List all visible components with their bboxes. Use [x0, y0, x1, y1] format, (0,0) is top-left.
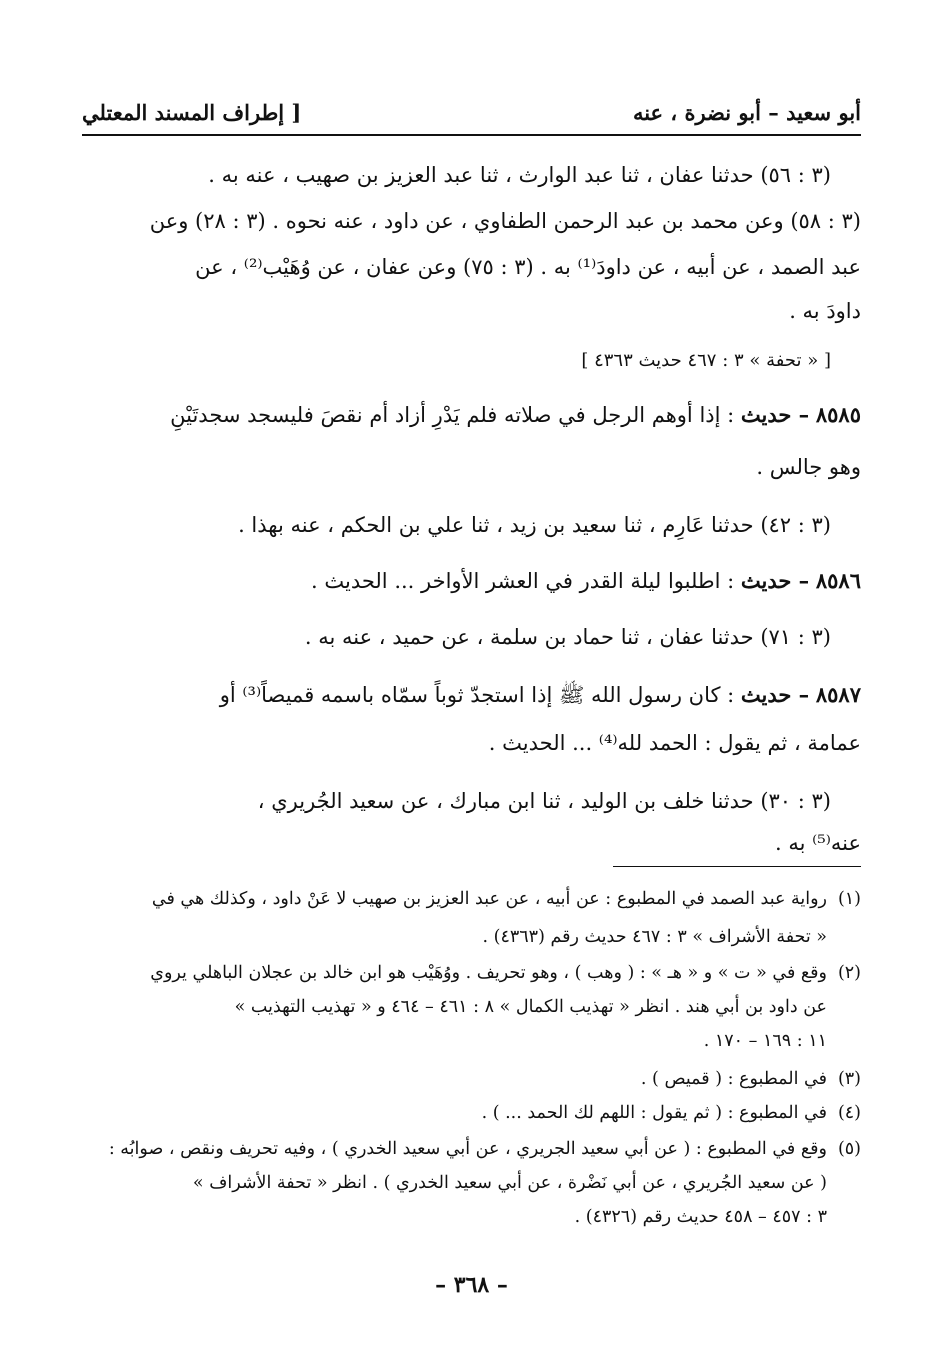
footnote [82, 1066, 861, 1092]
page-number: – ٣٦٨ – [435, 1272, 508, 1298]
hadith-number: ٨٥٨٧ [815, 682, 861, 707]
hadith-label: – حديث [740, 568, 810, 593]
footnote-marker: (٥) [837, 1139, 861, 1159]
isnad-line: (٣ : ٧١) حدثنا عفان ، ثنا حماد بن سلمة ، عن حميد ، عنه به . [304, 625, 831, 649]
hadith-text-continuation: وهو جالس . [756, 455, 861, 479]
footnote-continuation: عن داود بن أبي هند . انظر « تهذيب الكمال » ٨ : ٤٦١ – ٤٦٤ و « تهذيب التهذيب » [234, 997, 827, 1017]
hadith-label: – حديث [740, 682, 810, 707]
footnote-marker: (٢) [837, 963, 861, 983]
footnote-text: في المطبوع : ( قميص ) . [640, 1069, 827, 1089]
isnad-line: (٣ : ٥٨) وعن محمد بن عبد الرحمن الطفاوي ، عن داود ، عنه نحوه . (٣ : ٢٨) وعن [149, 209, 861, 233]
hadith-number: ٨٥٨٥ [815, 402, 861, 427]
footnote-text: في المطبوع : ( ثم يقول : اللهم لك الحمد ... ) . [481, 1103, 827, 1123]
footnote [82, 886, 861, 912]
isnad-line: عنه⁽⁵⁾ به . [774, 831, 861, 855]
footnote-continuation: « تحفة الأشراف » ٣ : ٤٦٧ حديث رقم (٤٣٦٣) . [482, 927, 827, 947]
hadith-heading [82, 566, 861, 596]
isnad-line: داودَ به . [789, 299, 861, 323]
footnote-continuation: ١١ : ١٦٩ – ١٧٠ . [703, 1031, 827, 1051]
footnote-continuation: ( عن سعيد الجُريري ، عن أبي نَضْرة ، عن أبي سعيد الخدري ) . انظر « تحفة الأشراف » [192, 1173, 827, 1193]
hadith-heading [82, 680, 861, 710]
hadith-number: ٨٥٨٦ [815, 568, 861, 593]
footnote-continuation: ٣ : ٤٥٧ – ٤٥٨ حديث رقم (٤٣٢٦) . [574, 1207, 827, 1227]
footnote-text: وقع في المطبوع : ( عن أبي سعيد الجريري ، عن أبي سعيد الخدري ) ، وفيه تحريف ونقص ، صوابُه : [108, 1139, 827, 1159]
isnad-line: (٣ : ٤٢) حدثنا عَارِم ، ثنا سعيد بن زيد ، ثنا علي بن الحكم ، عنه بهذا . [238, 513, 831, 537]
footnote-separator [613, 866, 861, 867]
hadith-text: : كان رسول الله ﷺ إذا استجدّ ثوباً سمّاه باسمه قميصاً⁽³⁾ أو [219, 683, 735, 707]
header-book-title: [ إطراف المسند المعتلي [82, 100, 302, 125]
hadith-text-continuation: عمامة ، ثم يقول : الحمد لله⁽⁴⁾ ... الحديث . [488, 731, 861, 755]
isnad-line: عبد الصمد ، عن أبيه ، عن داودَ⁽¹⁾ به . (٣ : ٧٥) وعن عفان ، عن وُهَيْب⁽²⁾ ، عن [195, 255, 861, 279]
hadith-text: : إذا أوهم الرجل في صلاته فلم يَدْرِ أزاد أم نقصَ فليسجد سجدتَيْنِ [170, 403, 735, 427]
running-header [82, 96, 861, 136]
hadith-text: : اطلبوا ليلة القدر في العشر الأواخر ... الحديث . [311, 569, 735, 593]
footnote [82, 960, 861, 986]
footnote-marker: (١) [837, 889, 861, 909]
footnote-marker: (٣) [837, 1069, 861, 1089]
footnote [82, 1100, 861, 1126]
hadith-label: – حديث [740, 402, 810, 427]
hadith-heading [82, 400, 861, 430]
tuhfa-reference: [ « تحفة » ٣ : ٤٦٧ حديث ٤٣٦٣ ] [581, 350, 831, 371]
footnote-text: رواية عبد الصمد في المطبوع : عن أبيه ، عن عبد العزيز بن صهيب لا عَنْ داود ، وكذلك هي في [151, 889, 827, 909]
footnote-marker: (٤) [837, 1103, 861, 1123]
footnote-text: وقع في « ت » و « هـ » : ( وهب ) ، وهو تحريف . ووُهَيْب هو ابن خالد بن عجلان الباهلي يروي [150, 963, 827, 983]
header-rule [82, 134, 861, 136]
footnote [82, 1136, 861, 1162]
header-section-title: أبو سعيد – أبو نضرة ، عنه [632, 100, 861, 125]
isnad-line: (٣ : ٣٠) حدثنا خلف بن الوليد ، ثنا ابن مبارك ، عن سعيد الجُريري ، [257, 789, 831, 813]
isnad-line: (٣ : ٥٦) حدثنا عفان ، ثنا عبد الوارث ، ثنا عبد العزيز بن صهيب ، عنه به . [208, 163, 831, 187]
